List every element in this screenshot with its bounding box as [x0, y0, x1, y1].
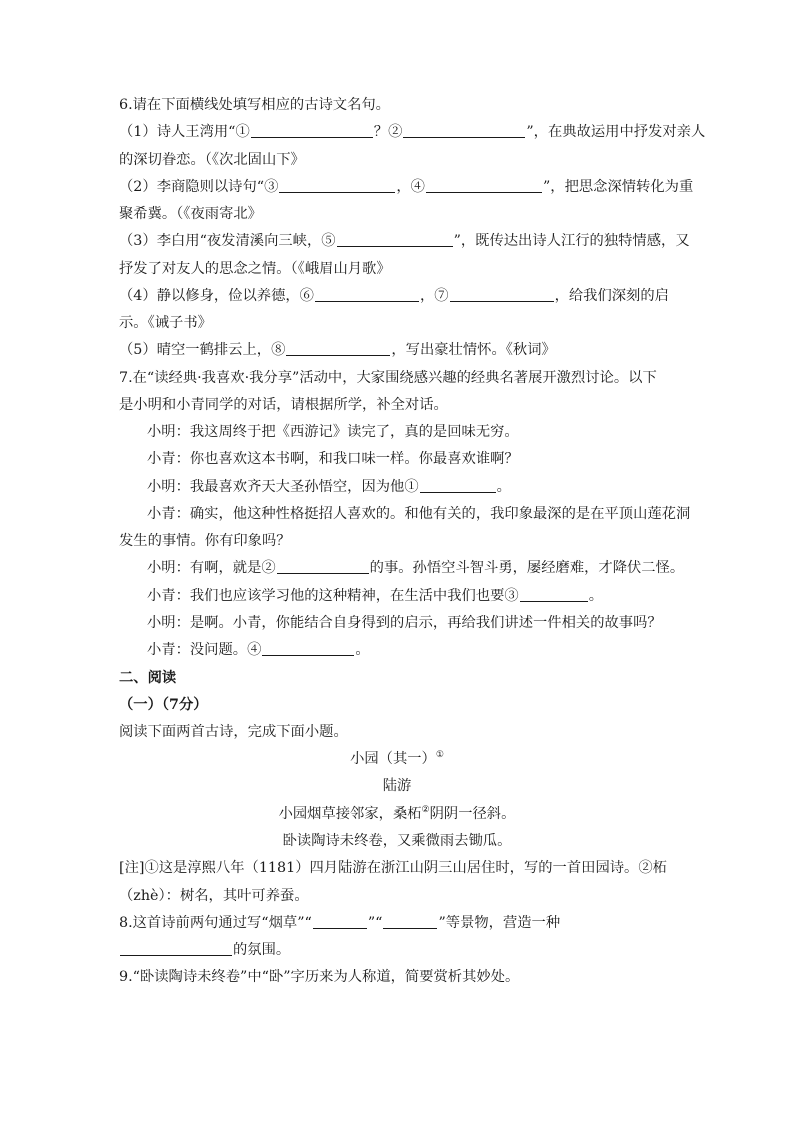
answer-blank-3[interactable] — [279, 178, 395, 193]
q6-item-5: （5）晴空一鹤排云上，⑧ ，写出豪壮情怀。《秋词》 — [119, 342, 556, 358]
poem-note-line-1: [注]①这是淳熙八年（1181）四月陆游在浙江山阴三山居住时，写的一首田园诗。②柘 — [119, 860, 667, 876]
dialogue-line-8: 小青：没问题。④ 。 — [147, 642, 370, 658]
dialogue-line-5: 小明：有啊，就是② 的事。孙悟空斗智斗勇，屡经磨难，才降伏二怪。 — [147, 560, 685, 576]
q8-blank-3[interactable] — [120, 941, 232, 956]
reading-intro: 阅读下面两首古诗，完成下面小题。 — [119, 724, 348, 740]
answer-blank-5[interactable] — [337, 232, 453, 247]
q8-blank-1[interactable] — [313, 914, 367, 929]
q8-blank-2[interactable] — [383, 914, 437, 929]
dialogue-line-4-cont: 发生的事情。你有印象吗？ — [119, 533, 291, 549]
q6-item-4-line-1: （4）静以修身，俭以养德，⑥ ，⑦ ，给我们深刻的启 — [119, 288, 669, 304]
dialogue-line-6: 小青：我们也应该学习他的这种精神，在生活中我们也要③ 。 — [147, 588, 604, 604]
footnote-marker: ② — [421, 805, 430, 816]
poem-note-line-2: （zhè）：树名，其叶可养蚕。 — [119, 888, 309, 904]
q6-item-3-line-1: （3）李白用“夜发清溪向三峡，⑤ ”，既传达出诗人江行的独特情感，又 — [119, 233, 690, 249]
answer-blank-6[interactable] — [315, 287, 419, 302]
answer-blank-4[interactable] — [426, 178, 542, 193]
q8-line-2: 的氛围。 — [119, 940, 679, 960]
answer-blank-1[interactable] — [251, 123, 373, 138]
q9-text: 9.“卧读陶诗未终卷”中“卧”字历来为人称道，简要赏析其妙处。 — [119, 969, 520, 985]
section-heading: 二、阅读 — [119, 670, 177, 686]
q7-title-line-2: 是小明和小青同学的对话，请根据所学，补全对话。 — [119, 397, 448, 413]
dialogue-blank-1[interactable] — [420, 478, 496, 493]
dialogue-blank-4[interactable] — [262, 641, 354, 656]
dialogue-line-7: 小明：是啊。小青，你能结合自身得到的启示，再给我们讲述一件相关的故事吗？ — [147, 615, 662, 631]
poem-line-2: 卧读陶诗未终卷，又乘微雨去锄瓜。 — [282, 833, 512, 849]
answer-blank-2[interactable] — [403, 123, 525, 138]
poem-line-1: 小园烟草接邻家，桑柘②阴阴一径斜。 — [278, 805, 516, 822]
dialogue-blank-3[interactable] — [520, 587, 588, 602]
q7-title-line-1: 7.在“读经典·我喜欢·我分享”活动中，大家围绕感兴趣的经典名著展开激烈讨论。以下 — [119, 370, 657, 386]
section-sub-heading: （一）（7分） — [119, 697, 208, 713]
q6-item-1-line-2: 的深切眷恋。（《次北固山下》 — [119, 152, 305, 168]
poem-title: 小园（其一）① — [350, 750, 444, 767]
dialogue-line-3: 小明：我最喜欢齐天大圣孙悟空，因为他① 。 — [147, 479, 511, 495]
q6-item-4-line-2: 示。《诫子书》 — [119, 315, 212, 331]
dialogue-line-1: 小明：我这周终于把《西游记》读完了，真的是回味无穷。 — [147, 424, 519, 440]
q6-title: 6.请在下面横线处填写相应的古诗文名句。 — [119, 97, 390, 113]
footnote-marker: ① — [435, 750, 444, 761]
dialogue-line-2: 小青：你也喜欢这本书啊，和我口味一样。你最喜欢谁啊？ — [147, 451, 519, 467]
poem-author: 陆游 — [382, 778, 412, 794]
q6-item-1-line-1: （1）诗人王湾用“① ？② ”，在典故运用中抒发对亲人 — [119, 124, 706, 140]
dialogue-line-4: 小青：确实，他这种性格挺招人喜欢的。和他有关的，我印象最深的是在平顶山莲花洞 — [147, 506, 691, 522]
q6-item-2-line-1: （2）李商隐则以诗句“③ ，④ ”，把思念深情转化为重 — [119, 179, 694, 195]
q8-line-1: 8.这首诗前两句通过写“烟草”“ ”“ ”等景物，营造一种 — [119, 915, 561, 931]
q6-item-3-line-2: 抒发了对友人的思念之情。（《峨眉山月歌》 — [119, 261, 391, 277]
dialogue-blank-2[interactable] — [277, 559, 369, 574]
answer-blank-8[interactable] — [286, 341, 390, 356]
q6-item-2-line-2: 聚希冀。（《夜雨寄北》 — [119, 206, 262, 222]
answer-blank-7[interactable] — [450, 287, 554, 302]
